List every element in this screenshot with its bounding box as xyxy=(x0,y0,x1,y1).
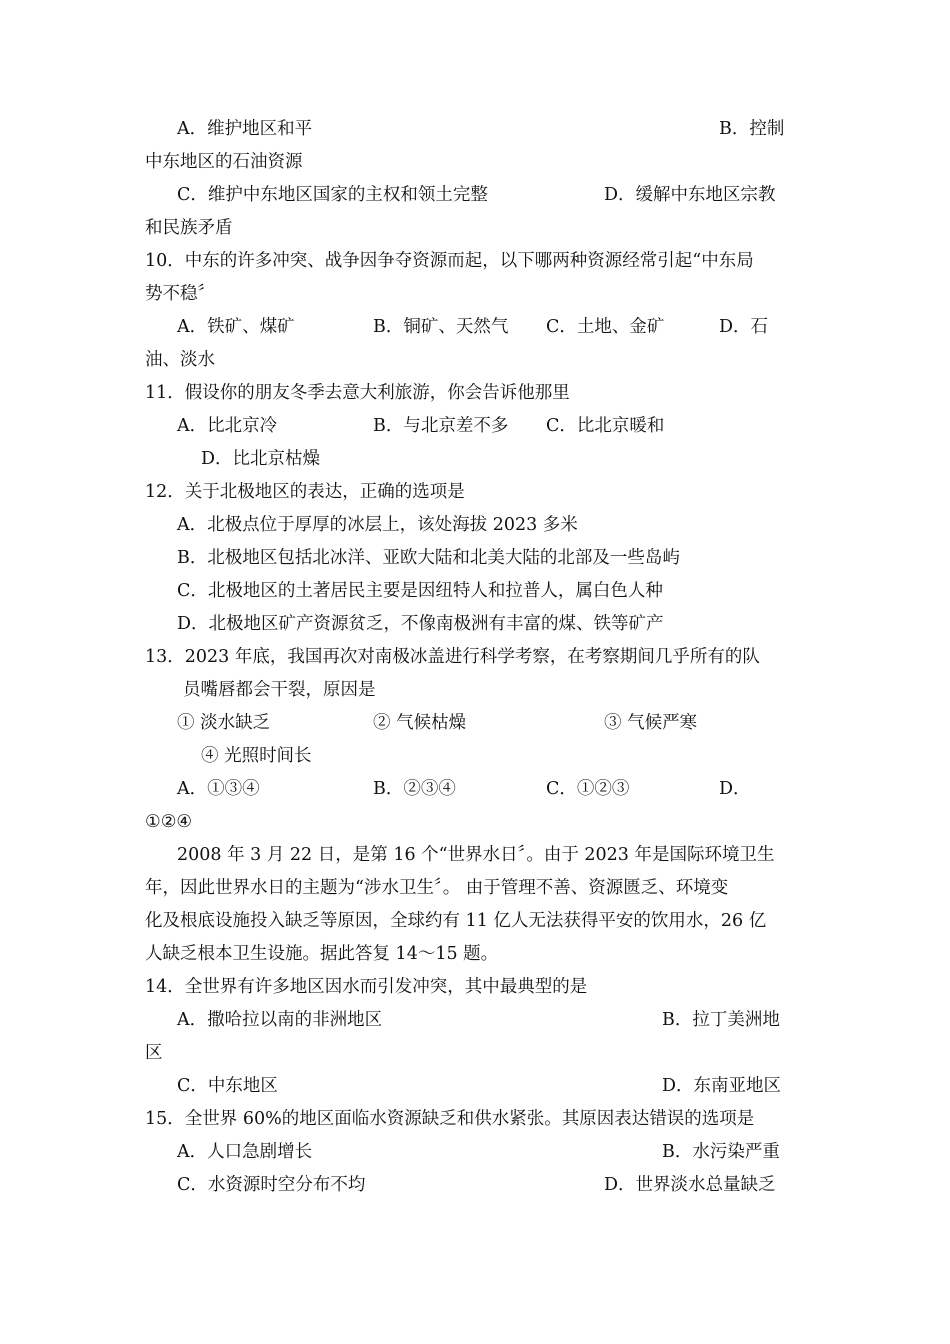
q13-item-3: ③ 气候严寒 xyxy=(604,713,698,733)
q13-item-2: ② 气候枯燥 xyxy=(373,713,467,733)
q11-option-c: C．比北京暖和 xyxy=(546,416,665,436)
q14-option-b: B．拉丁美洲地 xyxy=(662,1010,780,1030)
q12-option-d: D．北极地区矿产资源贫乏，不像南极洲有丰富的煤、铁等矿产 xyxy=(177,614,664,634)
q9-option-b: B．控制 xyxy=(719,119,785,139)
q11-option-b: B．与北京差不多 xyxy=(373,416,509,436)
q11-option-a: A．比北京冷 xyxy=(177,416,278,436)
q14-stem: 14．全世界有许多地区因水而引发冲突，其中最典型的是 xyxy=(145,977,588,997)
q10-option-d-continued: 油、淡水 xyxy=(145,350,215,370)
q12-option-b: B．北极地区包括北冰洋、亚欧大陆和北美大陆的北部及一些岛屿 xyxy=(177,548,680,568)
q13-option-d-continued: ①②④ xyxy=(145,812,193,832)
q13-option-b: B．②③④ xyxy=(373,779,456,799)
q12-option-a: A．北极点位于厚厚的冰层上，该处海拔 2023 多米 xyxy=(177,515,578,535)
q13-stem-continued: 员嘴唇都会干裂，原因是 xyxy=(183,680,376,700)
q9-option-a: A．维护地区和平 xyxy=(177,119,313,139)
q13-item-1: ① 淡水缺乏 xyxy=(177,713,271,733)
q13-option-a: A．①③④ xyxy=(177,779,260,799)
passage-line-3: 化及根底设施投入缺乏等原因，全球约有 11 亿人无法获得平安的饮用水，26 亿 xyxy=(145,911,767,931)
q15-option-b: B．水污染严重 xyxy=(662,1142,780,1162)
q12-stem: 12．关于北极地区的表达，正确的选项是 xyxy=(145,482,465,502)
q10-stem-continued: 势不稳〞 xyxy=(145,284,215,304)
passage-line-4: 人缺乏根本卫生设施。据此答复 14～15 题。 xyxy=(145,944,499,964)
q9-option-c: C．维护中东地区国家的主权和领土完整 xyxy=(177,185,488,205)
q9-option-b-continued: 中东地区的石油资源 xyxy=(145,152,303,172)
passage-line-2: 年，因此世界水日的主题为“涉水卫生〞。 由于管理不善、资源匮乏、环境变 xyxy=(145,878,729,898)
q12-option-c: C．北极地区的土著居民主要是因纽特人和拉普人，属白色人种 xyxy=(177,581,663,601)
q15-option-d: D．世界淡水总量缺乏 xyxy=(604,1175,776,1195)
q13-stem: 13．2023 年底，我国再次对南极冰盖进行科学考察，在考察期间几乎所有的队 xyxy=(145,647,760,667)
q14-option-d: D．东南亚地区 xyxy=(662,1076,782,1096)
q15-option-c: C．水资源时空分布不均 xyxy=(177,1175,366,1195)
passage-line-1: 2008 年 3 月 22 日，是第 16 个“世界水日〞。由于 2023 年是国际环境卫生 xyxy=(177,845,775,865)
q14-option-c: C．中东地区 xyxy=(177,1076,278,1096)
q11-stem: 11．假设你的朋友冬季去意大利旅游，你会告诉他那里 xyxy=(145,383,570,403)
q14-option-b-continued: 区 xyxy=(145,1043,163,1063)
q9-option-d-continued: 和民族矛盾 xyxy=(145,218,233,238)
q10-option-a: A．铁矿、煤矿 xyxy=(177,317,295,337)
q10-option-c: C．土地、金矿 xyxy=(546,317,665,337)
q14-option-a: A．撒哈拉以南的非洲地区 xyxy=(177,1010,383,1030)
q13-item-4: ④ 光照时间长 xyxy=(201,746,312,766)
q10-stem: 10．中东的许多冲突、战争因争夺资源而起，以下哪两种资源经常引起“中东局 xyxy=(145,251,754,271)
q13-option-c: C．①②③ xyxy=(546,779,630,799)
q15-stem: 15．全世界 60%的地区面临水资源缺乏和供水紧张。其原因表达错误的选项是 xyxy=(145,1109,755,1129)
q10-option-d: D．石 xyxy=(719,317,769,337)
q11-option-d: D．比北京枯燥 xyxy=(201,449,321,469)
q10-option-b: B．铜矿、天然气 xyxy=(373,317,509,337)
q15-option-a: A．人口急剧增长 xyxy=(177,1142,313,1162)
q9-option-d: D．缓解中东地区宗教 xyxy=(604,185,776,205)
q13-option-d: D． xyxy=(719,779,751,799)
